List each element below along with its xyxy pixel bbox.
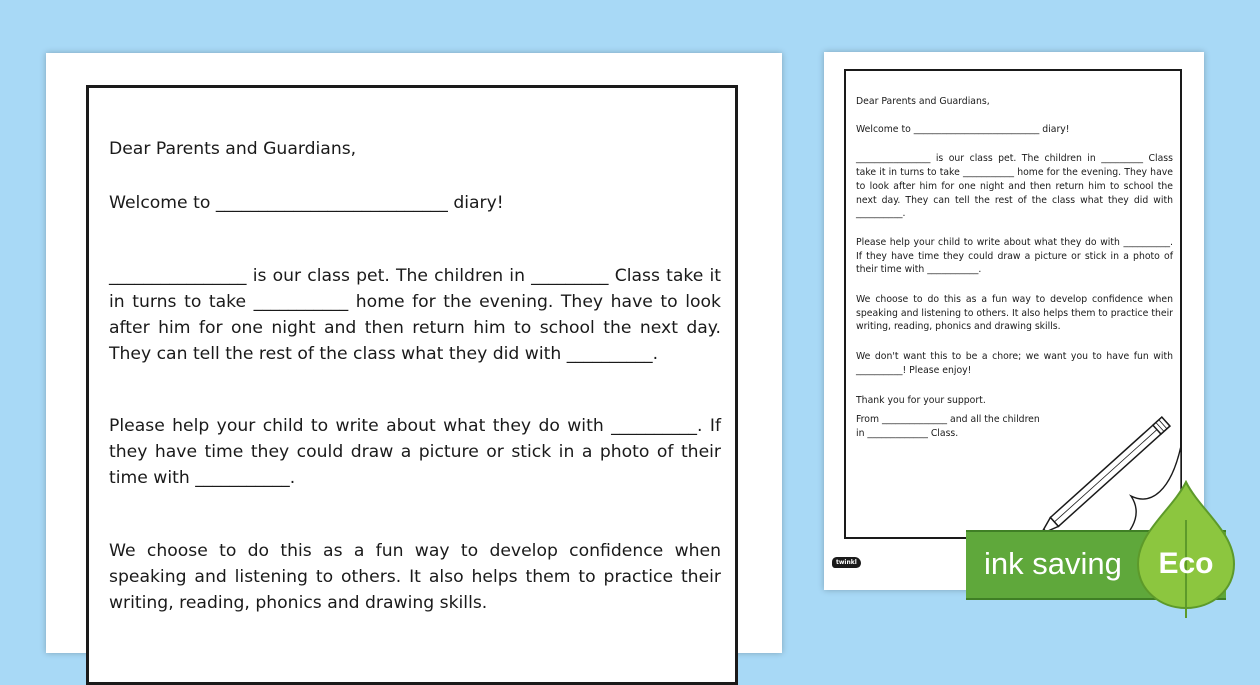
letter-border-large — [86, 85, 738, 685]
thanks-line: Thank you for your support. — [856, 394, 986, 406]
eco-badge-text: Eco — [1158, 547, 1214, 580]
paragraph-help: Please help your child to write about what they do with __________. If they have time they could draw a picture or stick in a photo of their time with ___________. — [109, 416, 721, 488]
paragraph-purpose-small: We choose to do this as a fun way to develop confidence when speaking and listening to others. It also helps them to practice their writing, reading, phonics and drawing skills. — [856, 294, 1173, 333]
greeting-small: Dear Parents and Guardians, — [856, 96, 990, 107]
letter-body-small — [856, 95, 1173, 441]
letter-page-large — [46, 53, 782, 653]
welcome-prefix: Welcome to — [109, 193, 211, 213]
paragraph-pet-small: ________________ is our class pet. The children in _________ Class take it in turns to take ___________ home for the evening. They have to look after him for one night and then return him to school the next day. They can tell the rest of the class what they did with __________. — [856, 153, 1173, 220]
paragraph-pet: ________________ is our class pet. The children in _________ Class take it in turns to take ___________ home for the evening. They have to look after him for one night and then return him to school the next day. They can tell the rest of the class what they did with __________. — [109, 266, 721, 364]
eco-leaf-icon — [1130, 480, 1242, 620]
letter-border-small — [844, 69, 1182, 539]
welcome-blank: ___________________________ — [215, 193, 448, 213]
welcome-prefix-small: Welcome to — [856, 123, 911, 135]
greeting: Dear Parents and Guardians, — [109, 139, 357, 159]
paragraph-help-small: Please help your child to write about what they do with __________. If they have time they could draw a picture or stick in a photo of their time with ___________. — [856, 236, 1173, 276]
welcome-suffix-small: diary! — [1042, 123, 1070, 135]
in-line: in _____________ Class. — [856, 427, 959, 439]
welcome-suffix: diary! — [453, 193, 504, 213]
paragraph-enjoy-small: We don't want this to be a chore; we want you to have fun with __________! Please enjoy! — [856, 351, 1173, 376]
welcome-line — [109, 190, 721, 216]
paragraph-purpose: We choose to do this as a fun way to develop confidence when speaking and listening to others. It also helps them to practice their writing, reading, phonics and drawing skills. — [109, 541, 721, 613]
twinkl-logo: twinkl — [832, 557, 861, 568]
letter-body-large — [109, 136, 721, 616]
from-line: From ______________ and all the children — [856, 414, 1040, 426]
welcome-line-small — [856, 123, 1173, 137]
welcome-blank-small: ___________________________ — [913, 123, 1040, 135]
ink-saving-label: ink saving — [984, 546, 1122, 581]
